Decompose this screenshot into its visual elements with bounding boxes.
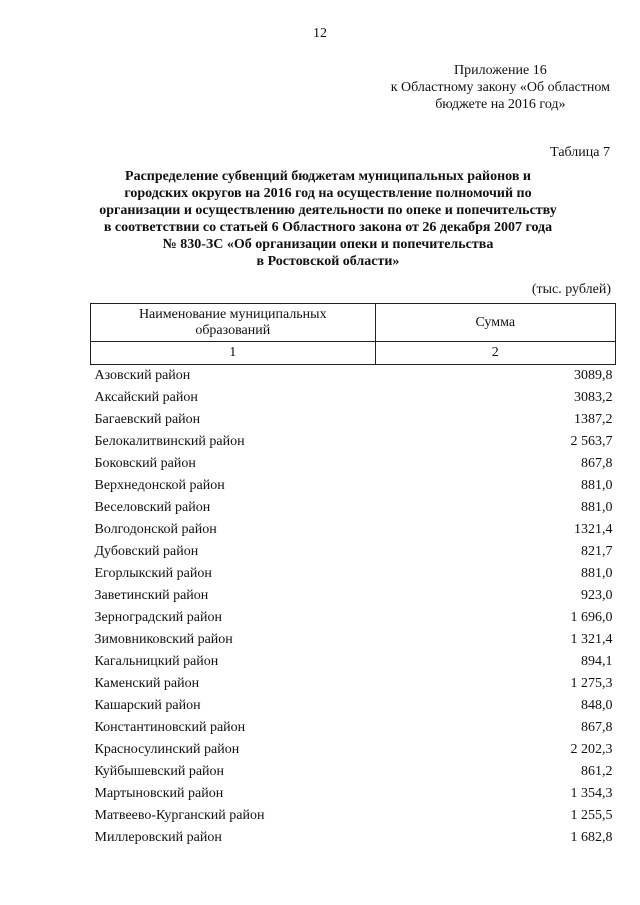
table-row [91,563,616,585]
municipality-name: Волгодонской район [94,522,217,537]
title-line-1: Распределение субвенций бюджетам муниципальных районов и [125,169,531,184]
municipality-name: Веселовский район [94,500,211,515]
subvention-amount: 1 682,8 [570,830,613,845]
municipality-name: Белокалитвинский район [94,434,245,449]
subvention-amount: 1321,4 [574,522,613,537]
table-row [91,651,616,673]
table-row [91,761,616,783]
subvention-amount: 1 321,4 [570,632,613,647]
table-row [91,541,616,563]
subvention-amount: 1 696,0 [570,610,613,625]
column-number-1: 1 [91,342,376,365]
title-line-2: городских округов на 2016 год на осуществление полномочий по [124,186,532,201]
header-municipality [91,304,376,342]
table-row [91,739,616,761]
subvention-amount: 848,0 [581,698,613,713]
appendix-line-1: Приложение 16 [454,63,547,78]
appendix-line-2: к Областному закону «Об областном [390,80,610,95]
table-body [91,365,616,850]
municipality-name: Константиновский район [94,720,246,735]
subvention-amount: 2 563,7 [570,434,613,449]
table-row [91,607,616,629]
table-row [91,585,616,607]
table-row [91,805,616,827]
column-number-row [91,342,616,365]
title-line-4: в соответствии со статьей 6 Областного закона от 26 декабря 2007 года [103,220,553,235]
title-line-5: № 830-ЗС «Об организации опеки и попечительства [162,237,494,252]
municipality-name: Зимовниковский район [94,632,233,647]
appendix-reference [391,62,610,113]
page-number: 12 [313,26,327,41]
subvention-amount: 821,7 [581,544,613,559]
title-line-3: организации и осуществлению деятельности по опеке и попечительству [99,203,557,218]
municipality-name: Егорлыкский район [94,566,212,581]
subvention-amount: 894,1 [581,654,613,669]
municipality-name: Верхнедонской район [94,478,225,493]
subvention-amount: 1 255,5 [570,808,613,823]
table-row [91,431,616,453]
subvention-amount: 881,0 [581,500,613,515]
subvention-amount: 867,8 [581,720,613,735]
table-label: Таблица 7 [550,145,610,160]
subvention-amount: 923,0 [581,588,613,603]
header-sum: Сумма [375,304,615,342]
table-row [91,827,616,849]
table-row [91,783,616,805]
municipality-name: Мартыновский район [94,786,224,801]
table-row [91,453,616,475]
municipality-name: Куйбышевский район [94,764,225,779]
table-row [91,673,616,695]
subvention-amount: 881,0 [581,478,613,493]
table-row [91,409,616,431]
header-municipality-line-2: образований [195,322,271,338]
subvention-amount: 3083,2 [574,390,613,405]
subventions-table [90,303,616,849]
table-row [91,387,616,409]
subvention-amount: 1 275,3 [570,676,613,691]
municipality-name: Азовский район [94,368,191,383]
municipality-name: Аксайский район [94,390,198,405]
table-row [91,365,616,388]
header-municipality-line-1: Наименование муниципальных [138,306,327,322]
appendix-line-3: бюджете на 2016 год» [435,97,566,112]
subvention-amount: 1 354,3 [570,786,613,801]
subvention-amount: 881,0 [581,566,613,581]
subvention-amount: 861,2 [581,764,613,779]
subvention-amount: 2 202,3 [570,742,613,757]
table-row [91,629,616,651]
title-line-6: в Ростовской области» [256,254,400,269]
municipality-name: Матвеево-Курганский район [94,808,265,823]
subvention-amount: 1387,2 [574,412,613,427]
table-row [91,475,616,497]
municipality-name: Красносулинский район [94,742,240,757]
municipality-name: Багаевский район [94,412,201,427]
municipality-name: Миллеровский район [94,830,222,845]
municipality-name: Каменский район [94,676,200,691]
document-title [78,168,578,270]
column-number-2: 2 [375,342,615,365]
table-row [91,519,616,541]
municipality-name: Кашарский район [94,698,201,713]
table-row [91,695,616,717]
subvention-amount: 867,8 [581,456,613,471]
municipality-name: Кагальницкий район [94,654,219,669]
municipality-name: Боковский район [94,456,196,471]
municipality-name: Заветинский район [94,588,209,603]
table-header-row [91,304,616,342]
table-row [91,717,616,739]
municipality-name: Дубовский район [94,544,199,559]
subvention-amount: 3089,8 [574,368,613,383]
municipality-name: Зерноградский район [94,610,222,625]
table-row [91,497,616,519]
units-label: (тыс. рублей) [531,282,611,297]
